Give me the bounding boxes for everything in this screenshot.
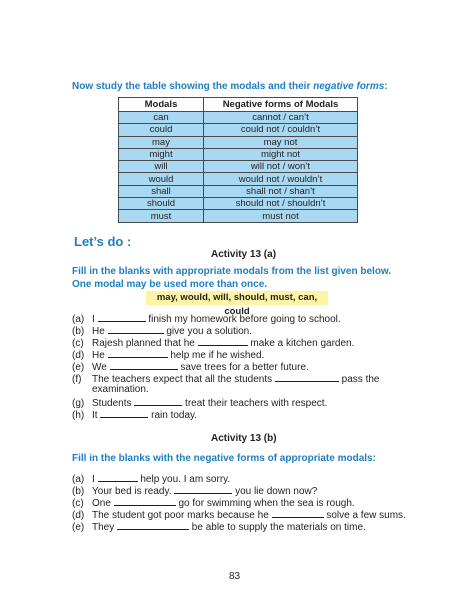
item-label: (b) bbox=[72, 326, 85, 337]
item-text-before: I bbox=[92, 474, 95, 485]
table-row bbox=[119, 112, 358, 124]
item-continuation: examination. bbox=[92, 384, 149, 395]
negative-form-cell: will not / won’t bbox=[204, 161, 358, 173]
item-text-before: The teachers expect that all the students bbox=[92, 374, 273, 385]
negative-form-cell: might not bbox=[204, 148, 358, 160]
modal-cell: would bbox=[119, 173, 204, 185]
item-text-before: Rajesh planned that he bbox=[92, 338, 195, 349]
modal-cell: will bbox=[119, 161, 204, 173]
modals-table bbox=[118, 97, 358, 223]
item-label: (g) bbox=[72, 398, 85, 409]
negative-form-cell: should not / shouldn’t bbox=[204, 198, 358, 210]
negative-form-cell: shall not / shan’t bbox=[204, 185, 358, 197]
activity-b-title: Activity 13 (b) bbox=[211, 433, 277, 444]
item-text-before: They bbox=[92, 522, 115, 533]
table-header-row bbox=[119, 98, 358, 112]
item-text-before: He bbox=[92, 350, 105, 361]
answer-blank[interactable] bbox=[110, 360, 178, 370]
item-label: (d) bbox=[72, 350, 85, 361]
table-row bbox=[119, 173, 358, 185]
table-row bbox=[119, 124, 358, 136]
intro-emphasis: negative forms bbox=[313, 81, 385, 92]
answer-blank[interactable] bbox=[114, 496, 176, 506]
item-label: (c) bbox=[72, 338, 84, 349]
answer-blank[interactable] bbox=[98, 472, 138, 482]
item-text-after: be able to supply the materials on time. bbox=[191, 522, 366, 533]
table-row bbox=[119, 198, 358, 210]
answer-blank[interactable] bbox=[275, 372, 339, 382]
item-label: (a) bbox=[72, 474, 85, 485]
exercise-item bbox=[72, 408, 197, 422]
item-text-after: help me if he wished. bbox=[170, 350, 265, 361]
item-text-after: treat their teachers with respect. bbox=[185, 398, 328, 409]
item-text-after: you lie down now? bbox=[235, 486, 318, 497]
table-row bbox=[119, 136, 358, 148]
item-text-after: pass the bbox=[341, 374, 380, 385]
item-text-after: give you a solution. bbox=[166, 326, 252, 337]
page-number: 83 bbox=[229, 571, 241, 582]
item-text-before: He bbox=[92, 326, 105, 337]
answer-blank[interactable] bbox=[174, 484, 232, 494]
item-label: (b) bbox=[72, 486, 85, 497]
activity-b-instruction: Fill in the blanks with the negative forms of appropriate modals: bbox=[72, 453, 376, 464]
negative-form-cell: cannot / can’t bbox=[204, 112, 358, 124]
table-row bbox=[119, 148, 358, 160]
negative-form-cell: must not bbox=[204, 210, 358, 222]
item-label: (e) bbox=[72, 522, 85, 533]
item-text-before: It bbox=[92, 410, 98, 421]
exercise-item bbox=[72, 520, 366, 534]
modal-word-list: may, would, will, should, must, can, could bbox=[146, 291, 328, 305]
modal-cell: could bbox=[119, 124, 204, 136]
answer-blank[interactable] bbox=[108, 324, 164, 334]
item-text-before: The student got poor marks because he bbox=[92, 510, 269, 521]
item-text-before: One bbox=[92, 498, 111, 509]
item-label: (c) bbox=[72, 498, 84, 509]
modal-cell: might bbox=[119, 148, 204, 160]
item-label: (f) bbox=[72, 374, 82, 385]
negative-form-cell: could not / couldn’t bbox=[204, 124, 358, 136]
header-modals: Modals bbox=[119, 98, 204, 112]
answer-blank[interactable] bbox=[198, 336, 248, 346]
answer-blank[interactable] bbox=[117, 520, 189, 530]
answer-blank[interactable] bbox=[100, 408, 148, 418]
activity-a-title: Activity 13 (a) bbox=[211, 249, 277, 260]
item-label: (d) bbox=[72, 510, 85, 521]
item-text-before: Students bbox=[92, 398, 132, 409]
answer-blank[interactable] bbox=[272, 508, 324, 518]
item-text-after: go for swimming when the sea is rough. bbox=[178, 498, 355, 509]
table-row bbox=[119, 161, 358, 173]
answer-blank[interactable] bbox=[108, 348, 168, 358]
item-text-after: make a kitchen garden. bbox=[250, 338, 355, 349]
intro-colon: : bbox=[384, 81, 388, 92]
item-text-before: Your bed is ready. bbox=[92, 486, 172, 497]
modal-cell: can bbox=[119, 112, 204, 124]
modal-cell: should bbox=[119, 198, 204, 210]
header-negative-forms: Negative forms of Modals bbox=[204, 98, 358, 112]
item-text-after: finish my homework before going to school. bbox=[148, 314, 341, 325]
item-label: (e) bbox=[72, 362, 85, 373]
table-row bbox=[119, 210, 358, 222]
intro-text: Now study the table showing the modals and their bbox=[72, 81, 314, 92]
item-label: (a) bbox=[72, 314, 85, 325]
modal-cell: shall bbox=[119, 185, 204, 197]
item-text-after: help you. I am sorry. bbox=[140, 474, 231, 485]
table-intro bbox=[72, 81, 388, 92]
modal-cell: may bbox=[119, 136, 204, 148]
item-label: (h) bbox=[72, 410, 85, 421]
item-text-after: save trees for a better future. bbox=[180, 362, 309, 373]
answer-blank[interactable] bbox=[98, 312, 146, 322]
answer-blank[interactable] bbox=[134, 396, 182, 406]
activity-a-instruction: Fill in the blanks with appropriate modals from the list given below. One modal may be used more than once. bbox=[72, 266, 392, 290]
item-text-after: solve a few sums. bbox=[326, 510, 406, 521]
item-text-before: We bbox=[92, 362, 107, 373]
item-text-before: I bbox=[92, 314, 95, 325]
lets-do-heading: Let’s do : bbox=[74, 234, 132, 249]
modal-cell: must bbox=[119, 210, 204, 222]
negative-form-cell: would not / wouldn’t bbox=[204, 173, 358, 185]
table-row bbox=[119, 185, 358, 197]
negative-form-cell: may not bbox=[204, 136, 358, 148]
item-text-after: rain today. bbox=[151, 410, 198, 421]
